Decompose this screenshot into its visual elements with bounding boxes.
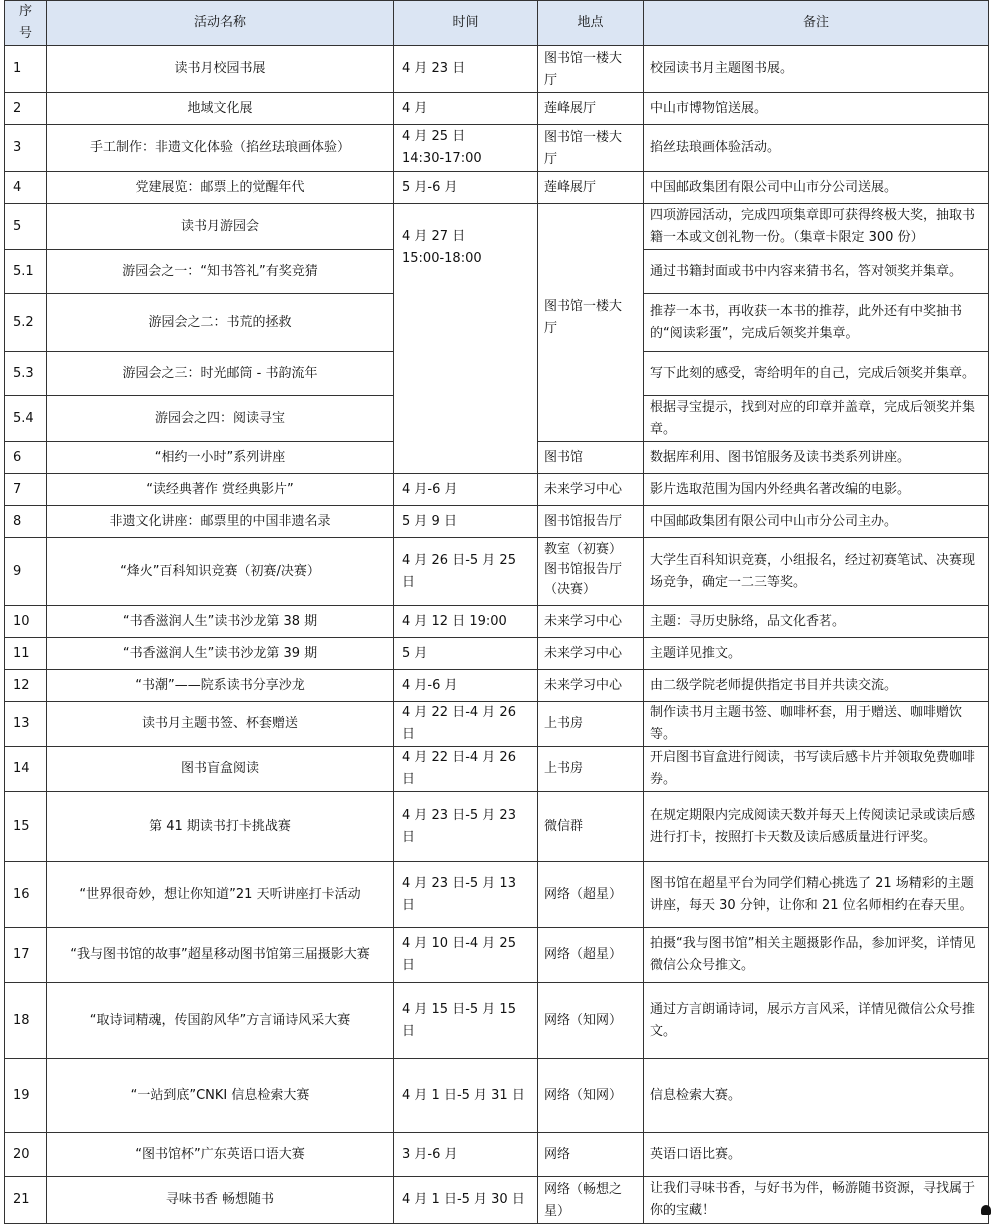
header-index: 序 号 bbox=[5, 1, 47, 46]
cell-note: 中国邮政集团有限公司中山市分公司主办。 bbox=[644, 506, 989, 538]
cell-index: 5.2 bbox=[5, 294, 47, 352]
cell-note: 制作读书月主题书签、咖啡杯套，用于赠送、咖啡赠饮等。 bbox=[644, 702, 989, 747]
cell-place: 网络 bbox=[538, 1133, 644, 1177]
cell-name: “图书馆杯”广东英语口语大赛 bbox=[47, 1133, 394, 1177]
cell-name: “相约一小时”系列讲座 bbox=[47, 442, 394, 474]
cell-index: 3 bbox=[5, 125, 47, 172]
cell-index: 5.3 bbox=[5, 352, 47, 396]
cell-name: 图书盲盒阅读 bbox=[47, 747, 394, 792]
cell-time: 5 月 bbox=[394, 638, 538, 670]
cell-index: 15 bbox=[5, 792, 47, 862]
corner-mark-icon bbox=[981, 1205, 991, 1215]
cell-name: “书潮”——院系读书分享沙龙 bbox=[47, 670, 394, 702]
cell-place: 上书房 bbox=[538, 747, 644, 792]
cell-time: 4 月 1 日-5 月 31 日 bbox=[394, 1059, 538, 1133]
cell-index: 18 bbox=[5, 983, 47, 1059]
cell-name: “书香滋润人生”读书沙龙第 39 期 bbox=[47, 638, 394, 670]
cell-index: 7 bbox=[5, 474, 47, 506]
table-row bbox=[5, 1133, 989, 1177]
table-row bbox=[5, 474, 989, 506]
cell-note: 开启图书盲盒进行阅读，书写读后感卡片并领取免费咖啡券。 bbox=[644, 747, 989, 792]
table-row bbox=[5, 638, 989, 670]
cell-note: 掐丝珐琅画体验活动。 bbox=[644, 125, 989, 172]
table-row bbox=[5, 538, 989, 606]
cell-place: 图书馆 bbox=[538, 442, 644, 474]
activity-table bbox=[4, 0, 989, 1224]
cell-note: 通过方言朗诵诗词，展示方言风采，详情见微信公众号推文。 bbox=[644, 983, 989, 1059]
cell-note: 校园读书月主题图书展。 bbox=[644, 46, 989, 93]
cell-note: 信息检索大赛。 bbox=[644, 1059, 989, 1133]
cell-note: 中山市博物馆送展。 bbox=[644, 93, 989, 125]
cell-name: “取诗词精魂，传国韵风华”方言诵诗风采大赛 bbox=[47, 983, 394, 1059]
table-row bbox=[5, 125, 989, 172]
cell-name: 读书月校园书展 bbox=[47, 46, 394, 93]
cell-note: 推荐一本书，再收获一本书的推荐，此外还有中奖抽书的“阅读彩蛋”，完成后领奖并集章。 bbox=[644, 294, 989, 352]
header-place: 地点 bbox=[538, 1, 644, 46]
cell-place: 微信群 bbox=[538, 792, 644, 862]
cell-name: “读经典著作 赏经典影片” bbox=[47, 474, 394, 506]
cell-note: 主题详见推文。 bbox=[644, 638, 989, 670]
cell-place: 未来学习中心 bbox=[538, 670, 644, 702]
table-row bbox=[5, 792, 989, 862]
cell-index: 19 bbox=[5, 1059, 47, 1133]
cell-index: 20 bbox=[5, 1133, 47, 1177]
cell-note: 拍摄“我与图书馆”相关主题摄影作品，参加评奖，详情见微信公众号推文。 bbox=[644, 928, 989, 983]
header-time: 时间 bbox=[394, 1, 538, 46]
cell-place: 网络（知网） bbox=[538, 1059, 644, 1133]
cell-note: 主题：寻历史脉络，品文化香茗。 bbox=[644, 606, 989, 638]
cell-time: 4 月 bbox=[394, 93, 538, 125]
cell-name: 游园会之三：时光邮筒 - 书韵流年 bbox=[47, 352, 394, 396]
cell-note: 大学生百科知识竞赛，小组报名，经过初赛笔试、决赛现场竞争，确定一二三等奖。 bbox=[644, 538, 989, 606]
cell-note: 由二级学院老师提供指定书目并共读交流。 bbox=[644, 670, 989, 702]
cell-name: 党建展览：邮票上的觉醒年代 bbox=[47, 172, 394, 204]
table-row bbox=[5, 172, 989, 204]
cell-index: 16 bbox=[5, 862, 47, 928]
cell-index: 21 bbox=[5, 1177, 47, 1224]
cell-name: “烽火”百科知识竞赛（初赛/决赛） bbox=[47, 538, 394, 606]
cell-time: 3 月-6 月 bbox=[394, 1133, 538, 1177]
cell-name: 地域文化展 bbox=[47, 93, 394, 125]
cell-name: 非遗文化讲座：邮票里的中国非遗名录 bbox=[47, 506, 394, 538]
cell-index: 10 bbox=[5, 606, 47, 638]
cell-name: 手工制作：非遗文化体验（掐丝珐琅画体验） bbox=[47, 125, 394, 172]
table-row bbox=[5, 93, 989, 125]
cell-name: 读书月游园会 bbox=[47, 204, 394, 250]
cell-time: 4 月 23 日-5 月 23 日 bbox=[394, 792, 538, 862]
cell-note: 四项游园活动，完成四项集章即可获得终极大奖，抽取书籍一本或文创礼物一份。（集章卡限定 300 份） bbox=[644, 204, 989, 250]
cell-place: 未来学习中心 bbox=[538, 606, 644, 638]
cell-time: 4 月 15 日-5 月 15 日 bbox=[394, 983, 538, 1059]
table-row bbox=[5, 928, 989, 983]
cell-index: 6 bbox=[5, 442, 47, 474]
cell-name: 游园会之二：书荒的拯救 bbox=[47, 294, 394, 352]
cell-name: 第 41 期读书打卡挑战赛 bbox=[47, 792, 394, 862]
cell-place: 未来学习中心 bbox=[538, 474, 644, 506]
cell-time: 4 月 22 日-4 月 26 日 bbox=[394, 747, 538, 792]
cell-note: 在规定期限内完成阅读天数并每天上传阅读记录或读后感进行打卡，按照打卡天数及读后感质量进行评奖。 bbox=[644, 792, 989, 862]
cell-name: “我与图书馆的故事”超星移动图书馆第三届摄影大赛 bbox=[47, 928, 394, 983]
table-row bbox=[5, 1059, 989, 1133]
cell-index: 5.1 bbox=[5, 250, 47, 294]
cell-note: 中国邮政集团有限公司中山市分公司送展。 bbox=[644, 172, 989, 204]
cell-place: 莲峰展厅 bbox=[538, 172, 644, 204]
cell-time: 4 月 12 日 19:00 bbox=[394, 606, 538, 638]
cell-index: 8 bbox=[5, 506, 47, 538]
table-row bbox=[5, 1177, 989, 1224]
table-row bbox=[5, 204, 989, 250]
cell-time: 4 月 25 日 14:30-17:00 bbox=[394, 125, 538, 172]
cell-time: 4 月 23 日 bbox=[394, 46, 538, 93]
cell-note: 写下此刻的感受，寄给明年的自己，完成后领奖并集章。 bbox=[644, 352, 989, 396]
cell-index: 5.4 bbox=[5, 396, 47, 442]
cell-place: 未来学习中心 bbox=[538, 638, 644, 670]
cell-note: 图书馆在超星平台为同学们精心挑选了 21 场精彩的主题讲座，每天 30 分钟，让你和 21 位名师相约在春天里。 bbox=[644, 862, 989, 928]
cell-name: 读书月主题书签、杯套赠送 bbox=[47, 702, 394, 747]
cell-time: 4 月 1 日-5 月 30 日 bbox=[394, 1177, 538, 1224]
cell-time: 4 月 26 日-5 月 25 日 bbox=[394, 538, 538, 606]
table-row bbox=[5, 747, 989, 792]
cell-index: 4 bbox=[5, 172, 47, 204]
cell-time: 4 月 23 日-5 月 13 日 bbox=[394, 862, 538, 928]
cell-time: 5 月-6 月 bbox=[394, 172, 538, 204]
cell-note: 让我们寻味书香，与好书为伴，畅游随书资源，寻找属于你的宝藏！ bbox=[644, 1177, 989, 1224]
cell-index: 5 bbox=[5, 204, 47, 250]
table-header-row bbox=[5, 1, 989, 46]
cell-time: 4 月 10 日-4 月 25 日 bbox=[394, 928, 538, 983]
cell-place: 图书馆一楼大 厅 bbox=[538, 46, 644, 93]
cell-place: 教室（初赛） 图书馆报告厅 （决赛） bbox=[538, 538, 644, 606]
cell-index: 9 bbox=[5, 538, 47, 606]
cell-place: 网络（知网） bbox=[538, 983, 644, 1059]
cell-time: 4 月-6 月 bbox=[394, 670, 538, 702]
table-row bbox=[5, 862, 989, 928]
cell-index: 1 bbox=[5, 46, 47, 93]
table-row bbox=[5, 506, 989, 538]
cell-index: 2 bbox=[5, 93, 47, 125]
cell-time-merged: 4 月 27 日 15:00-18:00 bbox=[394, 204, 538, 474]
cell-note: 英语口语比赛。 bbox=[644, 1133, 989, 1177]
cell-time: 4 月 22 日-4 月 26 日 bbox=[394, 702, 538, 747]
cell-note: 通过书籍封面或书中内容来猜书名，答对领奖并集章。 bbox=[644, 250, 989, 294]
cell-place: 网络（超星） bbox=[538, 928, 644, 983]
cell-place-merged: 图书馆一楼大 厅 bbox=[538, 204, 644, 442]
cell-place: 图书馆报告厅 bbox=[538, 506, 644, 538]
header-name: 活动名称 bbox=[47, 1, 394, 46]
header-note: 备注 bbox=[644, 1, 989, 46]
cell-time: 4 月-6 月 bbox=[394, 474, 538, 506]
cell-note: 数据库利用、图书馆服务及读书类系列讲座。 bbox=[644, 442, 989, 474]
cell-time: 5 月 9 日 bbox=[394, 506, 538, 538]
cell-place: 图书馆一楼大 厅 bbox=[538, 125, 644, 172]
cell-name: 游园会之一：“知书答礼”有奖竞猜 bbox=[47, 250, 394, 294]
cell-index: 12 bbox=[5, 670, 47, 702]
table-row bbox=[5, 702, 989, 747]
cell-index: 17 bbox=[5, 928, 47, 983]
table-row bbox=[5, 983, 989, 1059]
cell-place: 上书房 bbox=[538, 702, 644, 747]
cell-place: 网络（超星） bbox=[538, 862, 644, 928]
cell-name: 寻味书香 畅想随书 bbox=[47, 1177, 394, 1224]
cell-name: 游园会之四：阅读寻宝 bbox=[47, 396, 394, 442]
cell-note: 根据寻宝提示，找到对应的印章并盖章，完成后领奖并集章。 bbox=[644, 396, 989, 442]
cell-index: 13 bbox=[5, 702, 47, 747]
cell-index: 14 bbox=[5, 747, 47, 792]
cell-index: 11 bbox=[5, 638, 47, 670]
cell-place: 莲峰展厅 bbox=[538, 93, 644, 125]
cell-note: 影片选取范围为国内外经典名著改编的电影。 bbox=[644, 474, 989, 506]
cell-name: “世界很奇妙，想让你知道”21 天听讲座打卡活动 bbox=[47, 862, 394, 928]
cell-name: “一站到底”CNKI 信息检索大赛 bbox=[47, 1059, 394, 1133]
table-row bbox=[5, 670, 989, 702]
cell-name: “书香滋润人生”读书沙龙第 38 期 bbox=[47, 606, 394, 638]
table-row bbox=[5, 46, 989, 93]
table-row bbox=[5, 606, 989, 638]
cell-place: 网络（畅想之 星） bbox=[538, 1177, 644, 1224]
